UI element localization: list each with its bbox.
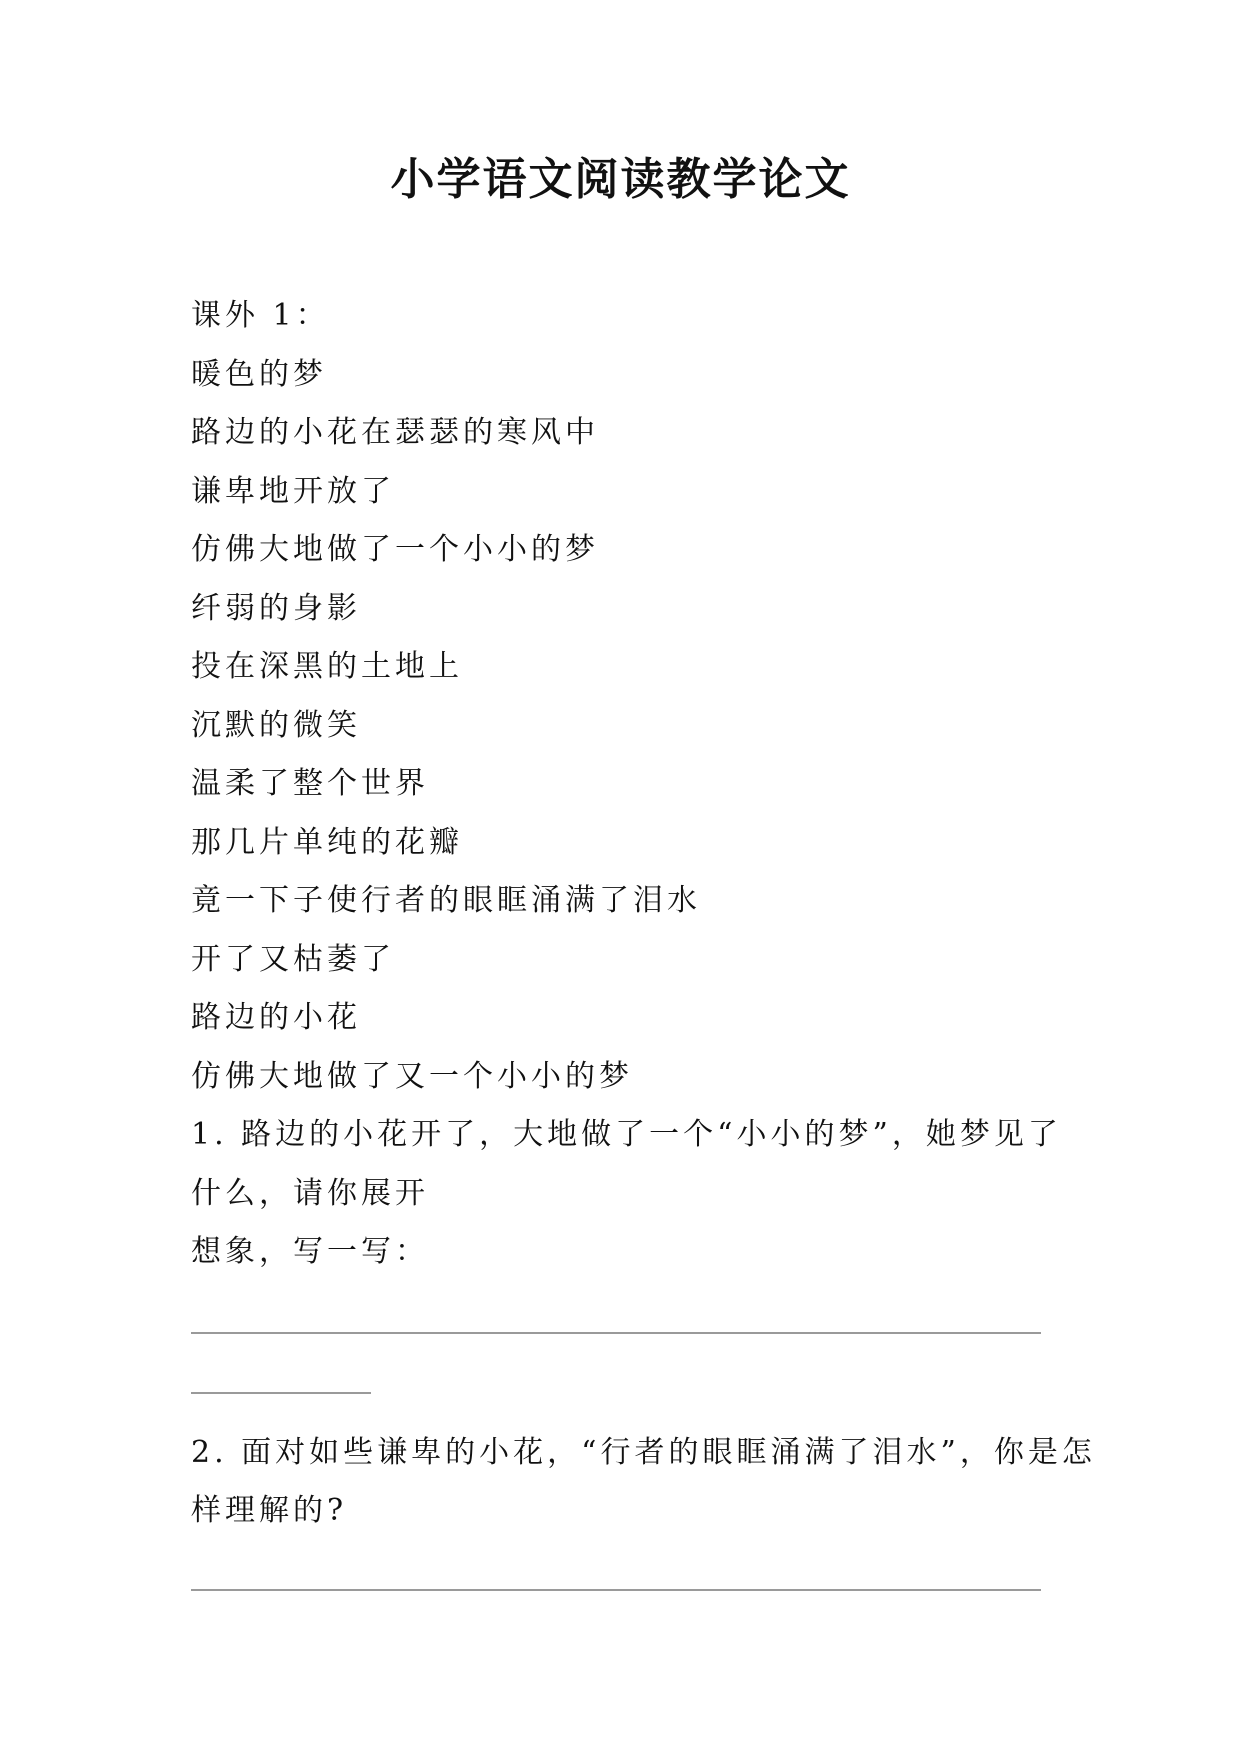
poem-line: 竟一下子使行者的眼眶涌满了泪水: [191, 883, 701, 918]
poem-line: 那几片单纯的花瓣: [191, 824, 463, 860]
question-1-line-2: 什么，请你展开: [191, 1175, 429, 1211]
poem-line: 投在深黑的土地上: [191, 649, 463, 684]
answer-spacing: [191, 1541, 1071, 1589]
question-1-line-1: 1. 路边的小花开了，大地做了一个“小小的梦”，她梦见了: [191, 1117, 1062, 1152]
poem-line: 路边的小花: [191, 1000, 361, 1035]
poem-line: 温柔了整个世界: [191, 766, 429, 801]
section-label: 课外 1：: [191, 298, 330, 333]
poem-line: 路边的小花在瑟瑟的寒风中: [191, 415, 599, 450]
document-title: 小学语文阅读教学论文: [390, 154, 851, 205]
answer-spacing: [191, 1282, 1071, 1332]
question-1-line-3: 想象，写一写：: [191, 1234, 429, 1269]
document-body: [191, 287, 1096, 1591]
question-2-line-1: 2. 面对如些谦卑的小花，“行者的眼眶涌满了泪水”，你是怎: [191, 1434, 1096, 1470]
answer-line-1: [191, 1332, 1041, 1334]
answer-line-2: [191, 1589, 1041, 1591]
poem-line: 谦卑地开放了: [191, 473, 395, 509]
poem-title: 暖色的梦: [191, 356, 327, 392]
poem-line: 仿佛大地做了又一个小小的梦: [191, 1058, 633, 1094]
poem-line: 仿佛大地做了一个小小的梦: [191, 532, 599, 567]
poem-line: 纤弱的身影: [191, 590, 361, 626]
poem-line: 沉默的微笑: [191, 707, 361, 743]
poem-line: 开了又枯萎了: [191, 941, 395, 977]
answer-spacing: [191, 1394, 1071, 1424]
question-2-line-2: 样理解的?: [191, 1493, 348, 1528]
